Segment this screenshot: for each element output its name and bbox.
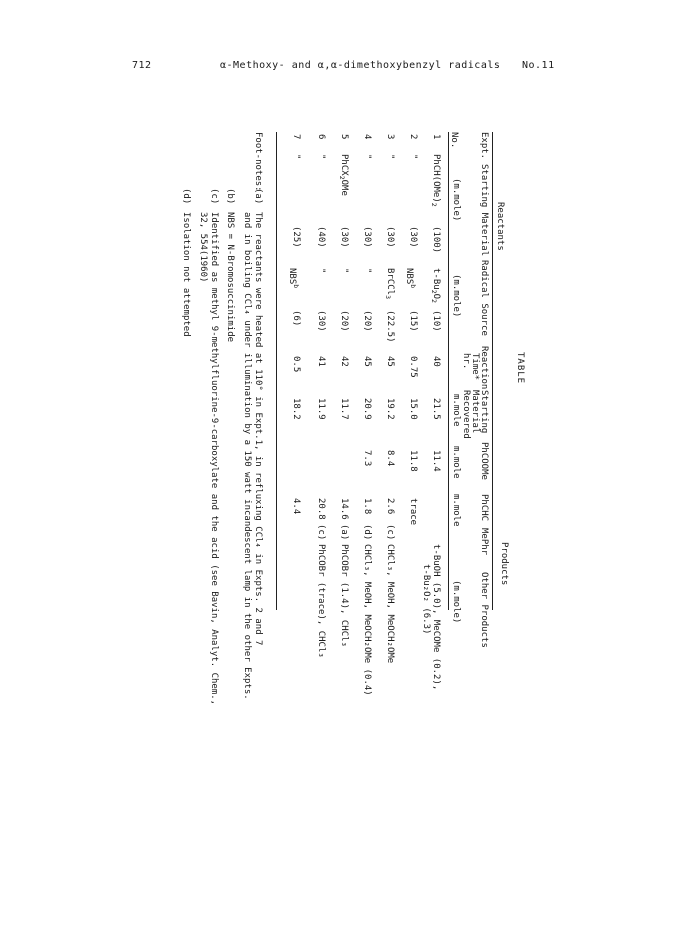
- cell-radical-source-qty: (30): [316, 310, 326, 332]
- col-expt: Expt.: [479, 132, 489, 160]
- col-no: No.: [449, 132, 459, 149]
- col-recovered-1: Starting: [479, 390, 489, 434]
- cell-radical-source-qty: (20): [362, 310, 372, 332]
- cell-radical-source: ": [339, 268, 349, 274]
- footnote-mark: (b): [225, 188, 235, 205]
- cell-phcoome: 7.3: [362, 450, 372, 467]
- footnote-line: NBS = N-Bromosuccinimide: [225, 212, 235, 343]
- col-phchc: PhCHC: [479, 494, 489, 522]
- cell-other-products-2: t-Bu₂O₂ (6.3): [421, 564, 431, 635]
- cell-recovered: 11.9: [316, 398, 326, 420]
- cell-starting-material: ": [291, 154, 301, 160]
- cell-no: 3: [385, 134, 395, 140]
- group-products: Products: [499, 542, 509, 586]
- cell-starting-material-qty: (40): [316, 226, 326, 248]
- footnotes-label: Foot-notes:: [253, 132, 263, 192]
- col-other-products-unit: (m.mole): [451, 580, 461, 624]
- col-radical-source: Radical Source: [479, 260, 489, 336]
- footnote-line: The reactants were heated at 110° in Expt.1, in refluxing CCl₄ in Expts. 2 and 7: [253, 212, 263, 646]
- col-reaction-time-2: Time*: [470, 353, 480, 381]
- cell-radical-source-qty: (6): [291, 310, 301, 327]
- rule-top: [492, 132, 493, 610]
- cell-phcoome: 11.8: [408, 450, 418, 472]
- cell-radical-source-qty: (10): [431, 310, 441, 332]
- cell-phchc: 14.6: [339, 498, 349, 520]
- rule-bottom: [276, 132, 277, 610]
- cell-phcoome: 8.4: [385, 450, 395, 467]
- running-title: α-Methoxy- and α,α-dimethoxybenzyl radicals: [220, 60, 501, 71]
- col-reaction-time-3: hr.: [461, 353, 471, 370]
- cell-starting-material-qty: (30): [362, 226, 372, 248]
- cell-other-products: CHCl₃, MeOH, MeOCH₂OMe (0.4): [362, 544, 372, 696]
- cell-starting-material-qty: (30): [408, 226, 418, 248]
- cell-starting-material-qty: (100): [431, 226, 441, 254]
- cell-no: 6: [316, 134, 326, 140]
- cell-no: 5: [339, 134, 349, 140]
- cell-starting-material: ": [316, 154, 326, 160]
- cell-reaction-time: 40: [431, 356, 441, 367]
- col-recovered-3: Recovered: [461, 390, 471, 439]
- cell-note: (a): [339, 524, 349, 541]
- cell-starting-material: ": [362, 154, 372, 160]
- cell-starting-material: $PhCH(OMe)_2$: [430, 154, 441, 207]
- cell-radical-source: BrCCl$_3$: [384, 268, 395, 300]
- col-recovered-2: Material: [470, 390, 480, 434]
- cell-radical-source: NBS$^b$: [404, 268, 417, 289]
- issue-number: No.11: [522, 60, 555, 71]
- cell-starting-material: ": [385, 154, 395, 160]
- cell-phchc: 1.8: [362, 498, 372, 515]
- cell-starting-material-qty: (25): [291, 226, 301, 248]
- rotated-table-block: [180, 132, 525, 706]
- cell-starting-material-qty: (30): [385, 226, 395, 248]
- cell-radical-source-qty: (20): [339, 310, 349, 332]
- rule-header: [448, 132, 449, 610]
- cell-no: 1: [431, 134, 441, 140]
- footnote-line: Isolation not attempted: [181, 212, 191, 337]
- footnote-line-2: 32, 554(1960): [198, 212, 208, 283]
- group-reactants: Reactants: [495, 202, 505, 251]
- cell-other-products: PhCOBr (trace), CHCl₃: [316, 544, 326, 658]
- cell-note: (c): [316, 524, 326, 541]
- cell-other-products: PhCOBr (1.4), CHCl₃: [339, 544, 349, 647]
- col-phcoome-unit: m.mole: [451, 446, 461, 479]
- cell-other-products: CHCl₃, MeOH, MeOCH₂OMe: [385, 544, 395, 664]
- page-number: 712: [132, 60, 152, 71]
- col-recovered-unit: m.mole: [451, 394, 461, 427]
- cell-recovered: 15.0: [408, 398, 418, 420]
- footnote-line: Identified as methyl 9-methylfluorine-9-carboxylate and the acid (see Bavin, Analyt. Chem.,: [209, 212, 219, 706]
- cell-phchc: 4.4: [291, 498, 301, 515]
- cell-no: 2: [408, 134, 418, 140]
- cell-no: 4: [362, 134, 372, 140]
- cell-note: (d): [362, 524, 372, 541]
- cell-reaction-time: 41: [316, 356, 326, 367]
- cell-starting-material: ": [408, 154, 418, 160]
- table-title: TABLE: [515, 352, 525, 385]
- col-mephr: MePhr: [479, 528, 489, 556]
- cell-radical-source: ": [316, 268, 326, 274]
- footnote-mark: (d): [181, 188, 191, 205]
- cell-phcoome: 11.4: [431, 450, 441, 472]
- cell-radical-source: $t-Bu_2O_2$: [430, 268, 441, 303]
- cell-radical-source: ": [362, 268, 372, 274]
- col-phchc-unit: m.mole: [451, 494, 461, 527]
- cell-reaction-time: 42: [339, 356, 349, 367]
- cell-no: 7: [291, 134, 301, 140]
- col-other-products: Other Products: [479, 572, 489, 648]
- cell-recovered: 20.9: [362, 398, 372, 420]
- col-radical-source-unit: (m.mole): [451, 274, 461, 318]
- cell-recovered: 18.2: [291, 398, 301, 420]
- col-starting-material: Starting Material: [479, 164, 489, 257]
- footnote-mark: (c): [209, 188, 219, 205]
- cell-radical-source-qty: (22.5): [385, 310, 395, 343]
- col-starting-material-unit: (m.mole): [451, 178, 461, 222]
- cell-reaction-time: 0.5: [291, 356, 301, 373]
- cell-note: (c): [385, 524, 395, 541]
- cell-phchc: 20.8: [316, 498, 326, 520]
- col-reaction-time-1: Reaction: [479, 346, 489, 390]
- cell-phchc: 2.6: [385, 498, 395, 515]
- cell-recovered: 11.7: [339, 398, 349, 420]
- cell-phchc: trace: [408, 498, 418, 526]
- cell-recovered: 19.2: [385, 398, 395, 420]
- cell-radical-source-qty: (15): [408, 310, 418, 332]
- cell-starting-material-qty: (30): [339, 226, 349, 248]
- cell-starting-material: PhCX$_2$OMe: [338, 154, 349, 196]
- cell-other-products: t-BuOH (5.0), MeCOMe (0.2),: [431, 544, 441, 691]
- cell-reaction-time: 0.75: [408, 356, 418, 378]
- cell-reaction-time: 45: [362, 356, 372, 367]
- col-phcoome: PhCOOMe: [479, 442, 489, 480]
- cell-recovered: 21.5: [431, 398, 441, 420]
- footnote-mark: (a): [253, 188, 263, 205]
- cell-reaction-time: 45: [385, 356, 395, 367]
- cell-radical-source: NBS$^b$: [287, 268, 300, 289]
- footnote-line-2: and in boiling CCl₄ under illumination by a 150 watt incandescent lamp in the other Expts.: [242, 212, 252, 700]
